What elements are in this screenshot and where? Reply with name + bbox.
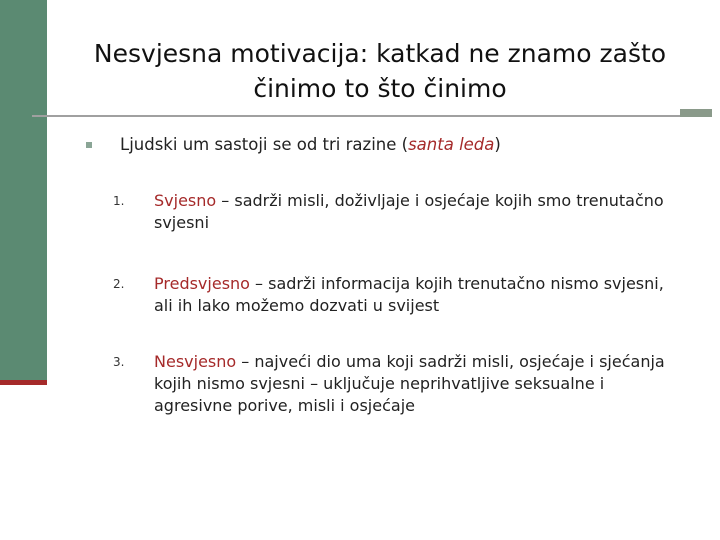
item-description: – sadrži misli, doživljaje i osjećaje kojih smo trenutačno svjesni — [154, 191, 664, 232]
item-term: Svjesno — [154, 191, 217, 210]
item-text — [154, 351, 674, 417]
left-bar-accent-stripe — [0, 380, 47, 385]
item-number: 1. — [113, 194, 125, 208]
main-bullet-text-after: ) — [494, 135, 501, 154]
main-bullet-highlight: santa leda — [408, 135, 495, 154]
main-bullet-text — [120, 134, 501, 156]
item-text — [154, 273, 674, 317]
item-text — [154, 190, 674, 234]
item-term: Nesvjesno — [154, 352, 237, 371]
main-bullet-text-before: Ljudski um sastoji se od tri razine ( — [120, 135, 409, 154]
slide-title-line-2: činimo to što činimo — [253, 74, 507, 103]
item-number: 3. — [113, 355, 125, 369]
item-description: – sadrži informacija kojih trenutačno nismo svjesni, ali ih lako možemo dozvati u svijest — [154, 274, 664, 315]
slide-title — [60, 36, 700, 106]
square-bullet-icon — [86, 142, 92, 148]
item-description: – najveći dio uma koji sadrži misli, osjećaje i sjećanja kojih nismo svjesni – uključuje neprihvatljive seksualne i agresivne porive, misli i osjećaje — [154, 352, 665, 415]
item-term: Predsvjesno — [154, 274, 250, 293]
slide-title-line-1: Nesvjesna motivacija: katkad ne znamo zašto — [93, 39, 667, 68]
title-divider — [32, 115, 712, 117]
left-decorative-bar — [0, 0, 47, 380]
item-number: 2. — [113, 277, 125, 291]
title-divider-accent — [680, 109, 712, 117]
